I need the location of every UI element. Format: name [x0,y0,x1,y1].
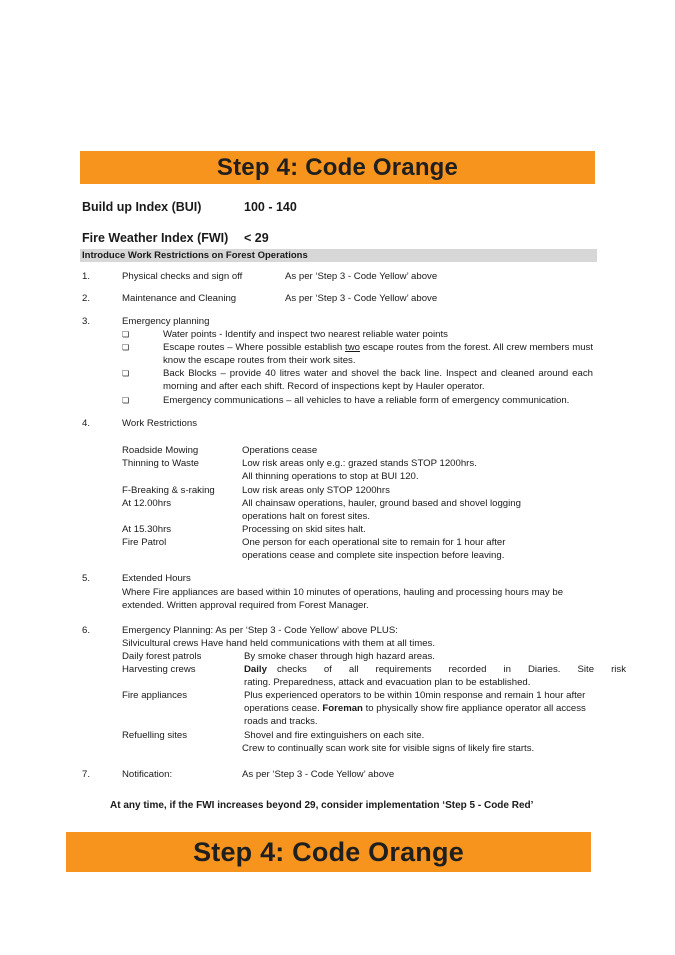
extended-hours-text: Where Fire appliances are based within 10 minutes of operations, hauling and processing hours may be extended. Written approval required from Forest Manager. [122,587,564,611]
restrictions-heading: Introduce Work Restrictions on Forest Operations [80,249,597,262]
restriction-label: At 12.00hrs [122,498,172,509]
item-2-label: Maintenance and Cleaning [122,293,237,304]
restriction-text: All chainsaw operations, hauler, ground based and shovel logging [242,498,521,509]
item-5-number: 5. [82,573,91,584]
restriction-text: operations halt on forest sites. [242,511,370,522]
final-note: At any time, if the FWI increases beyond 29, consider implementation ‘Step 5 - Code Red’ [110,800,534,811]
daily-patrols-text: By smoke chaser through high hazard areas. [244,651,435,662]
item-1-label: Physical checks and sign off [122,271,243,282]
bui-label: Build up Index (BUI) [82,200,202,214]
daily-patrols-label: Daily forest patrols [122,651,202,662]
bullet-water-points: Water points - Identify and inspect two nearest reliable water points [163,329,448,340]
banner-top: Step 4: Code Orange [80,151,595,184]
item-1-value: As per ‘Step 3 - Code Yellow’ above [285,271,438,282]
refuelling-label: Refuelling sites [122,730,188,741]
fire-appliances-line-2: operations cease. Foreman to physically show fire appliance operator all access [244,703,586,714]
fwi-value: < 29 [244,231,269,245]
restriction-text: All thinning operations to stop at BUI 120. [242,471,419,482]
restriction-text: Low risk areas only STOP 1200hrs [242,485,390,496]
checkbox-icon: ❏ [122,343,130,352]
bullet-back-blocks: Back Blocks – provide 40 litres water and shovel the back line. Inspect and cleaned around each morning and after each shift. Record of inspections kept by Hauler operator. [163,368,593,392]
restriction-text: Processing on skid sites halt. [242,524,366,535]
item-3-label: Emergency planning [122,316,210,327]
fire-appliances-line-3: roads and tracks. [244,716,318,727]
checkbox-icon: ❏ [122,396,130,405]
restriction-text: Operations cease [242,445,318,456]
item-4-number: 4. [82,418,91,429]
restriction-label: Thinning to Waste [122,458,199,469]
restriction-text: Low risk areas only e.g.: grazed stands STOP 1200hrs. [242,458,477,469]
bullet-escape-routes: Escape routes – Where possible establish two escape routes from the forest. All crew members must know the escape routes from their work sites. [163,342,594,366]
restriction-label: Fire Patrol [122,537,167,548]
restriction-label: Roadside Mowing [122,445,199,456]
bullet-emergency-comms: Emergency communications – all vehicles to have a reliable form of emergency communication. [163,395,570,406]
banner-bottom: Step 4: Code Orange [66,832,591,872]
item-7-value: As per ‘Step 3 - Code Yellow’ above [242,769,395,780]
refuelling-line-2: Crew to continually scan work site for visible signs of likely fire starts. [242,743,535,754]
fire-appliances-line-1: Plus experienced operators to be within 10min response and remain 1 hour after [244,690,586,701]
fire-appliances-label: Fire appliances [122,690,188,701]
bui-value: 100 - 140 [244,200,297,214]
harvesting-label: Harvesting crews [122,664,196,675]
item-7-number: 7. [82,769,91,780]
item-3-number: 3. [82,316,91,327]
harvesting-line-1: Daily checks of all requirements recorded in Diaries. Site risk [244,664,626,675]
restriction-label: F-Breaking & s-raking [122,485,215,496]
item-6-number: 6. [82,625,91,636]
restriction-text: operations cease and complete site inspection before leaving. [242,550,505,561]
item-1-number: 1. [82,271,91,282]
refuelling-line-1: Shovel and fire extinguishers on each site. [244,730,425,741]
fwi-label: Fire Weather Index (FWI) [82,231,229,245]
item-4-label: Work Restrictions [122,418,197,429]
restriction-label: At 15.30hrs [122,524,172,535]
item-7-label: Notification: [122,769,173,780]
restriction-text: One person for each operational site to remain for 1 hour after [242,537,506,548]
item-2-number: 2. [82,293,91,304]
checkbox-icon: ❏ [122,369,130,378]
item-2-value: As per ‘Step 3 - Code Yellow’ above [285,293,438,304]
silvicultural-text: Silvicultural crews Have hand held communications with them at all times. [122,638,435,649]
item-6-label: Emergency Planning: As per ‘Step 3 - Code Yellow’ above PLUS: [122,625,398,636]
checkbox-icon: ❏ [122,330,130,339]
item-5-label: Extended Hours [122,573,191,584]
harvesting-line-2: rating. Preparedness, attack and evacuation plan to be established. [244,677,531,688]
